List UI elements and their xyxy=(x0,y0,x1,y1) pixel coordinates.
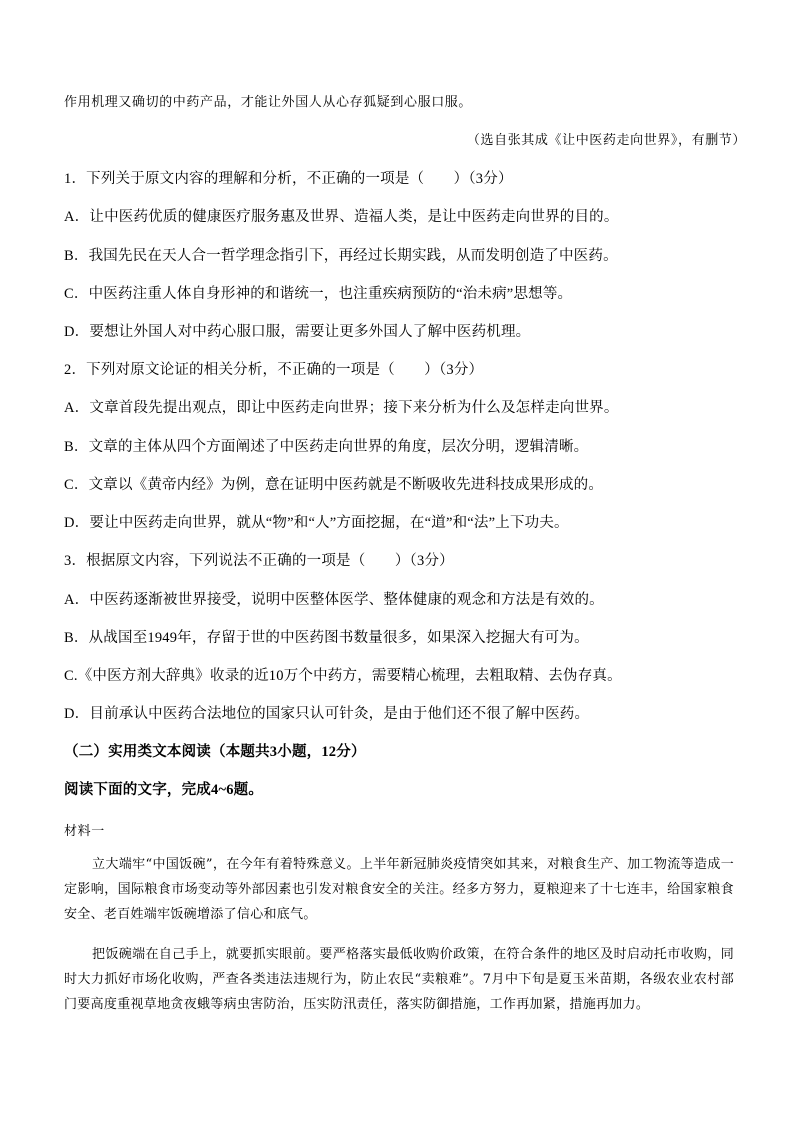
question-3-option-d: D．目前承认中医药合法地位的国家只认可针灸，是由于他们还不很了解中医药。 xyxy=(64,706,590,722)
question-1-option-c: C．中医药注重人体自身形神的和谐统一，也注重疾病预防的“治未病”思想等。 xyxy=(64,286,573,302)
material-paragraph-1: 立大端牢“中国饭碗”，在今年有着特殊意义。上半年新冠肺炎疫情突如其来，对粮食生产、加工物流等造成一定影响，国际粮食市场变动等外部因素也引发对粮食安全的关注。经多方努力，夏粮迎来了十七连丰，给国家粮食安全、老百姓端牢饭碗增添了信心和底气。 xyxy=(64,857,734,922)
passage-continuation: 作用机理又确切的中药产品，才能让外国人从心存狐疑到心服口服。 xyxy=(64,95,473,110)
question-2-option-d: D．要让中医药走向世界，就从“物”和“人”方面挖掘，在“道”和“法”上下功夫。 xyxy=(64,515,569,531)
question-2-option-c: C．文章以《黄帝内经》为例，意在证明中医药就是不断吸收先进科技成果形成的。 xyxy=(64,477,604,493)
question-3-stem: 3．根据原文内容，下列说法不正确的一项是（ ）（3分） xyxy=(64,553,454,569)
material-paragraph-2: 把饭碗端在自己手上，就要抓实眼前。要严格落实最低收购价政策，在符合条件的地区及时启动托市收购，同时大力抓好市场化收购，严查各类违法违规行为，防止农民“卖粮难”。7月中下旬是夏玉米苗期，各级农业农村部门要高度重视草地贪夜蛾等病虫害防治，压实防汛责任，落实防御措施，工作再加紧，措施再加力。 xyxy=(64,947,734,1012)
question-1-option-d: D．要想让外国人对中药心服口服，需要让更多外国人了解中医药机理。 xyxy=(64,324,531,340)
question-3-option-a: A．中医药逐渐被世界接受，说明中医整体医学、整体健康的观念和方法是有效的。 xyxy=(64,592,604,608)
question-1-option-b: B．我国先民在天人合一哲学理念指引下，再经过长期实践，从而发明创造了中医药。 xyxy=(64,248,618,264)
section-heading: （二）实用类文本阅读（本题共3小题，12分） xyxy=(64,744,366,760)
section-instruction: 阅读下面的文字，完成4~6题。 xyxy=(64,782,264,798)
question-2-option-a: A．文章首段先提出观点，即让中医药走向世界；接下来分析为什么及怎样走向世界。 xyxy=(64,400,619,416)
question-2-stem: 2．下列对原文论证的相关分析，不正确的一项是（ ）（3分） xyxy=(64,362,484,378)
question-3-option-c: C.《中医方剂大辞典》收录的近10万个中药方，需要精心梳理，去粗取精、去伪存真。 xyxy=(64,668,622,684)
question-3-option-b: B．从战国至1949年，存留于世的中医药图书数量很多，如果深入挖掘大有可为。 xyxy=(64,630,589,646)
question-1-stem: 1．下列关于原文内容的理解和分析，不正确的一项是（ ）（3分） xyxy=(64,171,513,187)
material-label: 材料一 xyxy=(64,824,105,839)
question-1-option-a: A．让中医药优质的健康医疗服务惠及世界、造福人类，是让中医药走向世界的目的。 xyxy=(64,209,619,225)
question-2-option-b: B．文章的主体从四个方面阐述了中医药走向世界的角度，层次分明，逻辑清晰。 xyxy=(64,439,589,455)
passage-source: （选自张其成《让中医药走向世界》，有删节） xyxy=(466,133,746,148)
